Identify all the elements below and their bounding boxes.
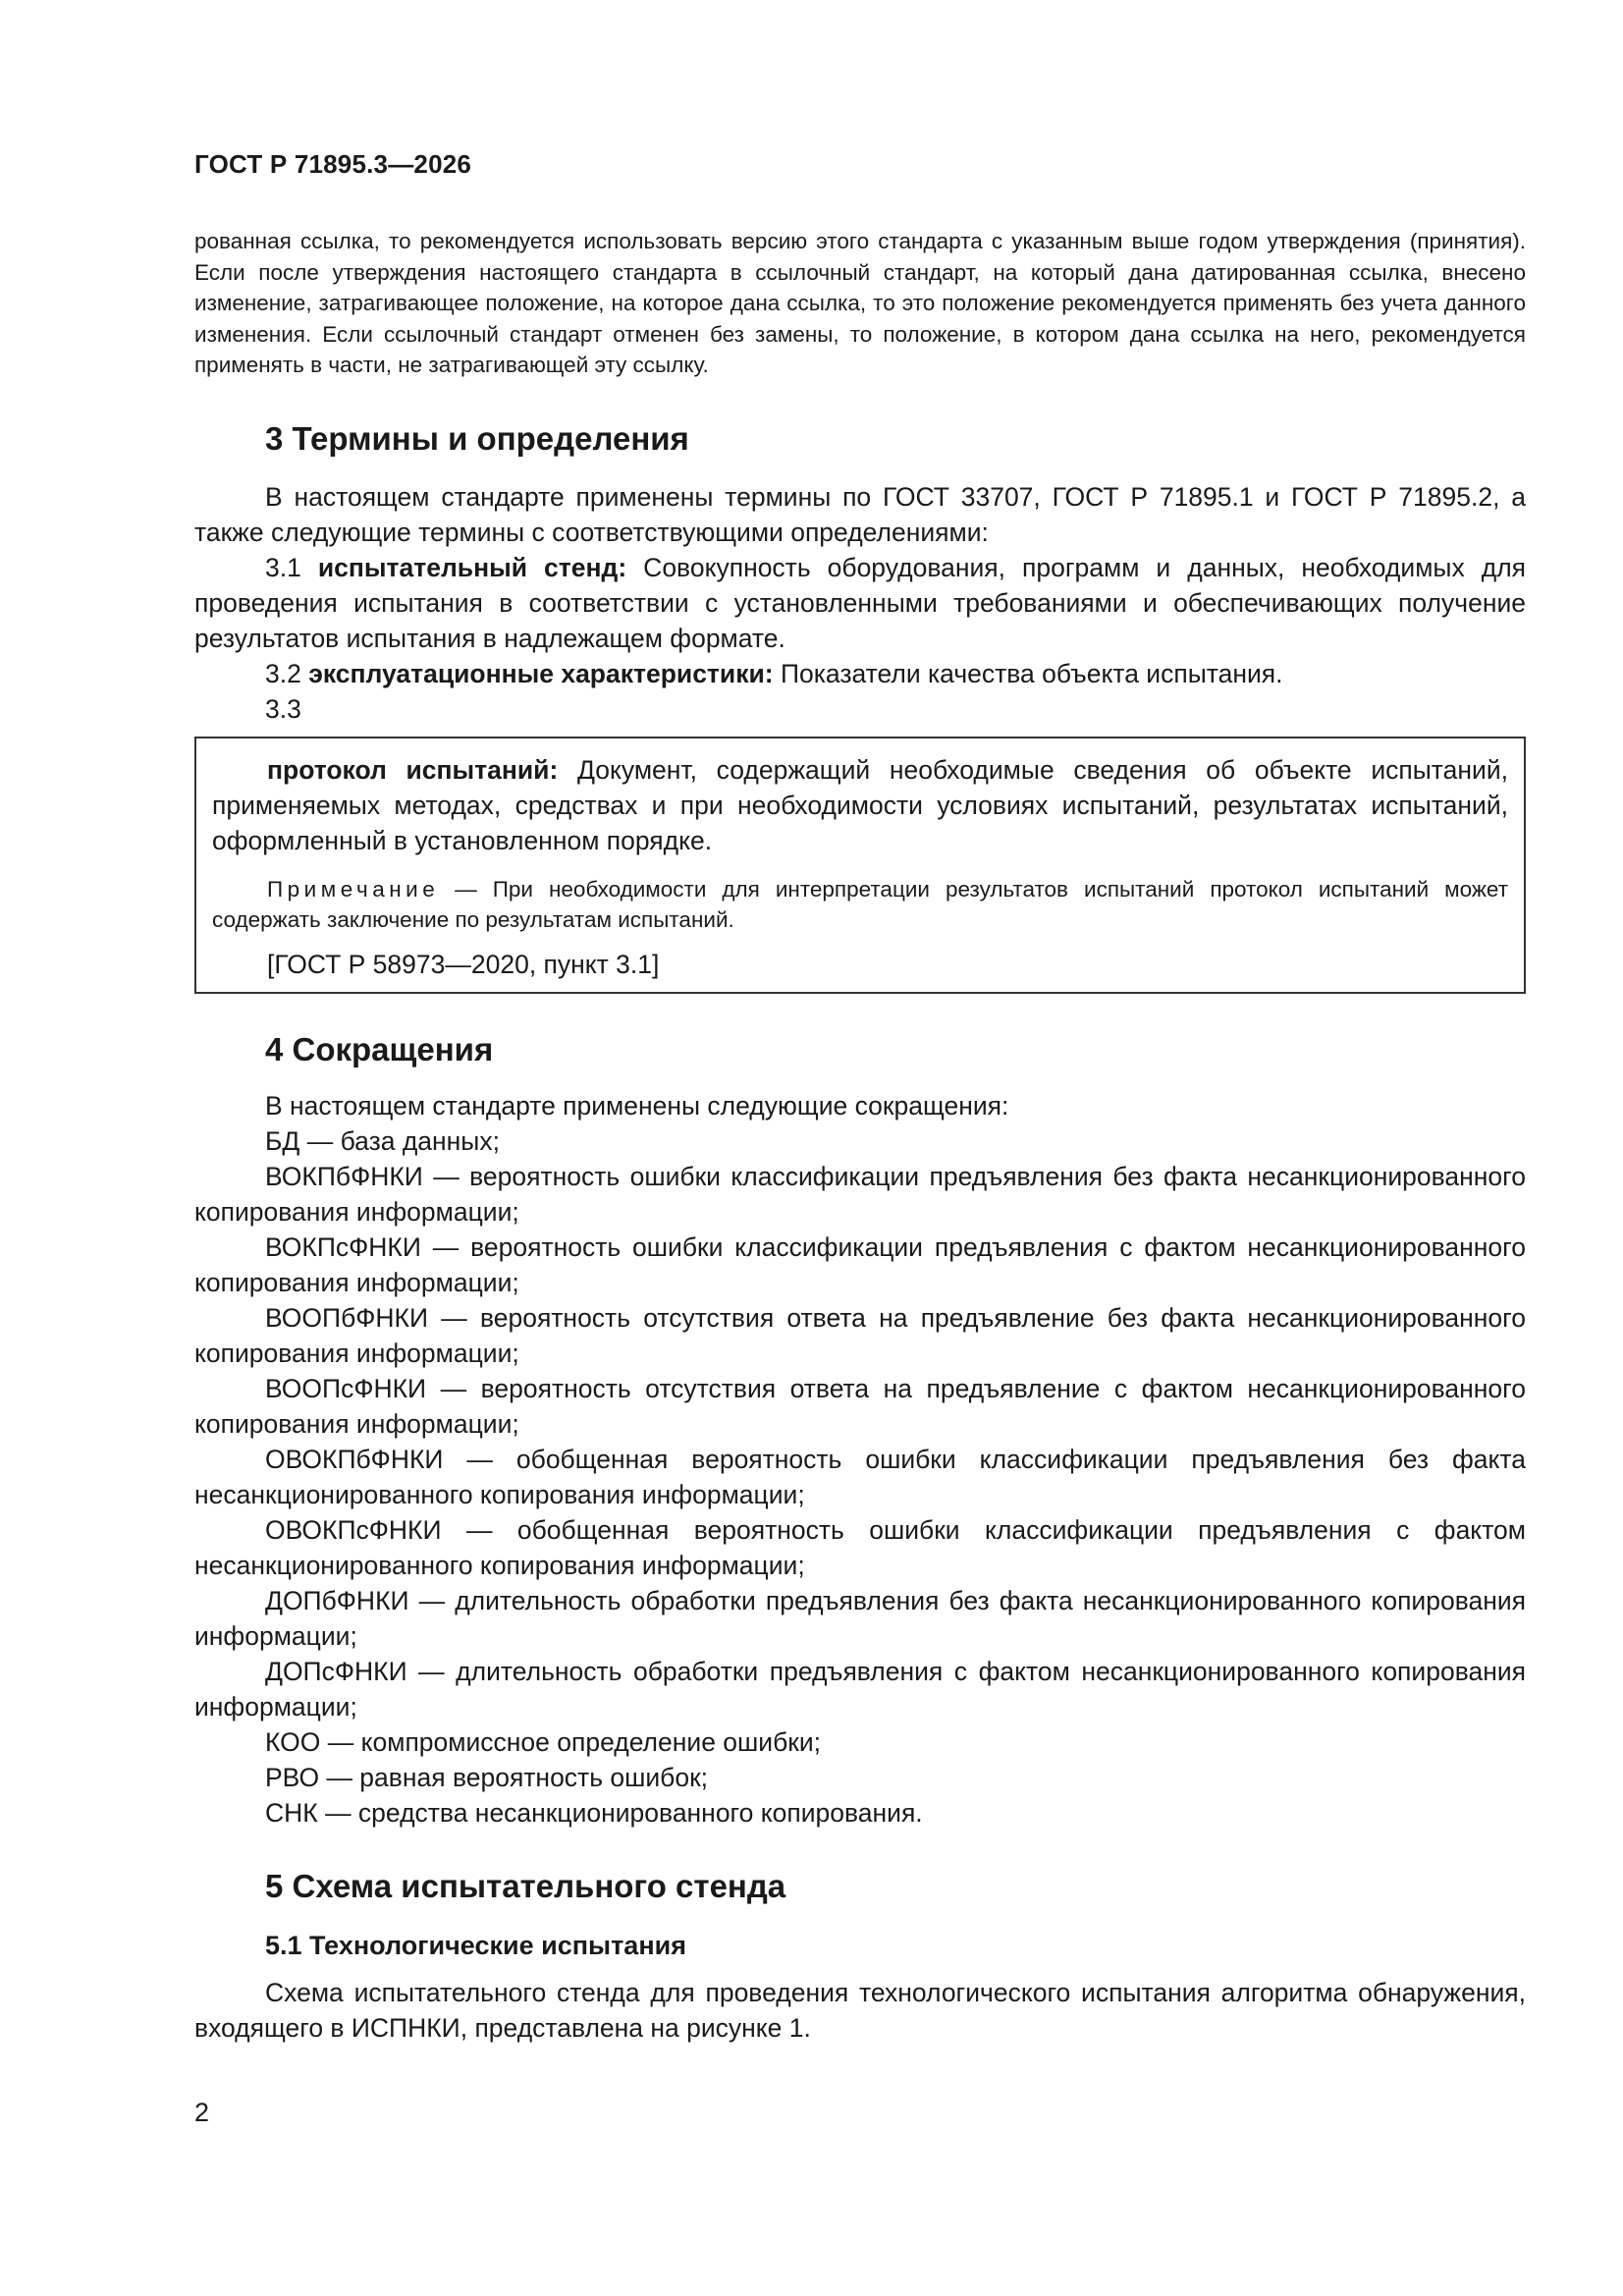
term-3-3-num: 3.3 — [265, 693, 301, 724]
term-3-2-num: 3.2 — [265, 658, 309, 688]
section-5-title: 5 Схема испытательного стенда — [265, 1867, 786, 1904]
note-text: — При необходимости для интерпретации результатов испытаний протокол испытаний может содержать заключение по результатам испытаний. — [212, 876, 1508, 932]
list-item: ВООПсФНКИ — вероятность отсутствия ответа на предъявление с фактом несанкционированного копирования информации; — [194, 1373, 1526, 1439]
list-item: КОО — компромиссное определение ошибки; — [265, 1726, 822, 1757]
term-3-3-def: Документ, содержащий необходимые сведения об объекте испытаний, применяемых методах, средствах и при необходимости условиях испытаний, результатах испытаний, оформленный в установленном порядке. — [212, 754, 1508, 855]
list-item: БД — база данных; — [265, 1125, 500, 1156]
list-item: ДОПсФНКИ — длительность обработки предъявления с фактом несанкционированного копирования информации; — [194, 1656, 1526, 1722]
list-item: ОВОКПсФНКИ — обобщенная вероятность ошибки классификации предъявления с фактом несанкционированного копирования информации; — [194, 1514, 1526, 1580]
term-3-3-term: протокол испытаний: — [267, 754, 559, 785]
section-5-1-title: 5.1 Технологические испытания — [265, 1930, 686, 1960]
term-3-3-source: [ГОСТ Р 58973—2020, пункт 3.1] — [267, 949, 660, 979]
term-3-3-box — [194, 737, 1526, 994]
term-3-2-term: эксплуатационные характеристики: — [308, 658, 774, 688]
note-label: Примечание — [267, 876, 440, 902]
intro-paragraph: рованная ссылка, то рекомендуется использовать версию этого стандарта с указанным выше годом утверждения (принятия). Если после утверждения настоящего стандарта в ссылочный стандарт, на который дана датированная ссылка, внесено изменение, затрагивающее положение, на которое дана ссылка, то это положение рекомендуется применять без учета данного изменения. Если ссылочный стандарт отменен без замены, то положение, в котором дана ссылка на него, рекомендуется применять в части, не затрагивающей эту ссылку. — [194, 229, 1526, 377]
section-3-title: 3 Термины и определения — [265, 419, 689, 457]
list-item: СНК — средства несанкционированного копирования. — [265, 1797, 923, 1828]
list-item: ДОПбФНКИ — длительность обработки предъявления без факта несанкционированного копирования информации; — [194, 1585, 1526, 1651]
doc-code-header: ГОСТ Р 71895.3—2026 — [194, 149, 472, 179]
section-4-intro: В настоящем стандарте применены следующие сокращения: — [265, 1090, 1009, 1121]
term-3-3-definition — [212, 752, 1508, 858]
list-item: ОВОКПбФНКИ — обобщенная вероятность ошибки классификации предъявления без факта несанкционированного копирования информации; — [194, 1444, 1526, 1509]
term-3-2 — [194, 656, 1526, 691]
list-item: ВОКПсФНКИ — вероятность ошибки классификации предъявления с фактом несанкционированного копирования информации; — [194, 1231, 1526, 1297]
term-3-1-term: испытательный стенд: — [317, 552, 627, 582]
section-5-1-text: Схема испытательного стенда для проведения технологического испытания алгоритма обнаружения, входящего в ИСПНКИ, представлена на рисунке 1. — [194, 1977, 1526, 2043]
page-number: 2 — [194, 2098, 210, 2127]
term-3-3-note — [212, 874, 1508, 935]
section-4-title: 4 Сокращения — [265, 1030, 494, 1067]
page-body — [194, 226, 1526, 2046]
term-3-1-num: 3.1 — [265, 552, 318, 582]
term-3-1 — [194, 550, 1526, 656]
section-3-intro: В настоящем стандарте применены термины по ГОСТ 33707, ГОСТ Р 71895.1 и ГОСТ Р 71895.2, а также следующие термины с соответствующими определениями: — [194, 481, 1526, 547]
list-item: РВО — равная вероятность ошибок; — [265, 1762, 709, 1792]
list-item: ВООПбФНКИ — вероятность отсутствия ответа на предъявление без факта несанкционированного копирования информации; — [194, 1302, 1526, 1368]
abbreviation-list — [194, 1123, 1526, 1831]
term-3-1-def: Совокупность оборудования, программ и данных, необходимых для проведения испытания в соответствии с установленными требованиями и обеспечивающих получение результатов испытания в надлежащем формате. — [194, 552, 1527, 653]
list-item: ВОКПбФНКИ — вероятность ошибки классификации предъявления без факта несанкционированного копирования информации; — [194, 1161, 1526, 1227]
term-3-2-def: Показатели качества объекта испытания. — [773, 658, 1283, 688]
